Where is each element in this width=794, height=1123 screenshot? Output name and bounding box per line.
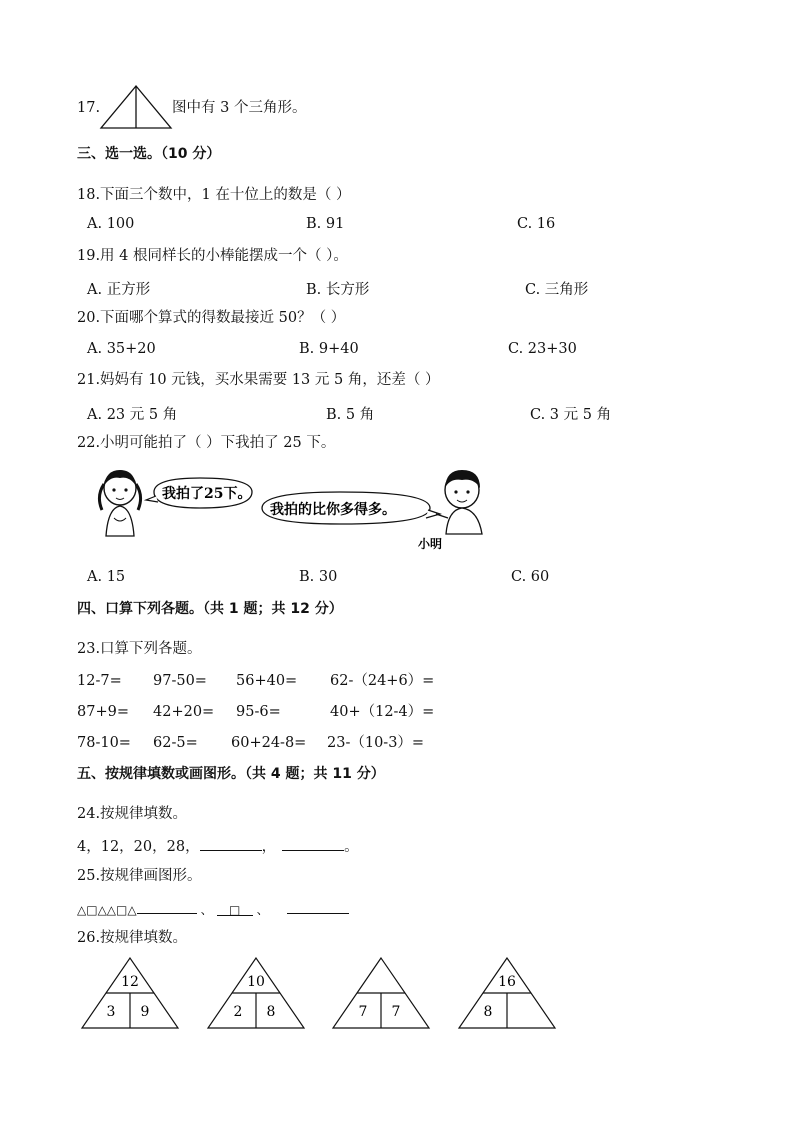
q22-stem: 22.小明可能拍了（ ）下我拍了 25 下。 [77,435,336,451]
boy-speech-bubble [262,492,440,524]
q24-separator: ， [261,839,277,855]
q24-blank-2[interactable] [282,836,344,851]
q19-option-a[interactable]: A. 正方形 [87,282,151,298]
number-triangle [333,958,429,1028]
q25-blank-3[interactable] [287,899,349,914]
girl-bubble-text: 我拍了25下。 [162,486,252,502]
triangle-right-number[interactable]: 9 [140,1004,150,1020]
triangle-left-number[interactable]: 2 [233,1004,243,1020]
q25-separator: 、 [200,903,213,917]
q23-item[interactable]: 97-50= [153,673,207,689]
triangle-right-number[interactable]: 8 [266,1004,276,1020]
q24-sequence: 4，12，20，28， [77,839,200,855]
q23-item[interactable]: 78-10= [77,735,131,751]
q25-stem: 25.按规律画图形。 [77,868,202,884]
girl-figure [99,470,140,536]
q24-stem: 24.按规律填数。 [77,806,188,822]
q23-item[interactable]: 23-（10-3）= [327,735,425,751]
q25-blank-1[interactable] [137,899,197,914]
boy-figure [436,470,482,534]
boy-bubble-text: 我拍的比你多得多。 [270,502,396,518]
q25-blank-2[interactable]: □ [217,901,253,916]
q23-item[interactable]: 87+9= [77,704,129,720]
q20-option-a[interactable]: A. 35+20 [87,341,156,357]
number-triangle [208,958,304,1028]
q17-number: 17. [77,100,101,116]
q22-option-a[interactable]: A. 15 [87,569,126,585]
triangle-left-number[interactable]: 3 [106,1004,116,1020]
q18-option-a[interactable]: A. 100 [87,216,135,232]
q26-number-triangles [78,956,558,1032]
q20-option-c[interactable]: C. 23+30 [508,341,577,357]
number-triangle [82,958,178,1028]
triangle-left-number[interactable]: 8 [483,1004,493,1020]
q18-option-c[interactable]: C. 16 [517,216,556,232]
q23-stem: 23.口算下列各题。 [77,641,202,657]
triangle-top-number[interactable]: 16 [498,974,516,990]
q21-option-a[interactable]: A. 23 元 5 角 [87,407,178,423]
triangle-top-number[interactable]: 12 [121,974,139,990]
q18-option-b[interactable]: B. 91 [306,216,345,232]
q24-blank-1[interactable] [200,836,262,851]
q19-option-c[interactable]: C. 三角形 [525,282,589,298]
girl-speech-bubble [146,478,252,508]
q24-end: 。 [344,839,359,855]
q21-option-c[interactable]: C. 3 元 5 角 [530,407,612,423]
q25-separator: 、 [256,903,269,917]
q19-stem: 19.用 4 根同样长的小棒能摆成一个（ ）。 [77,248,348,264]
triangle-figure [99,84,173,130]
q17-text: 图中有 3 个三角形。 [172,100,307,116]
q23-item[interactable]: 62-5= [153,735,198,751]
q19-option-b[interactable]: B. 长方形 [306,282,370,298]
triangle-left-number[interactable]: 7 [358,1004,368,1020]
q22-illustration [90,462,490,554]
q21-option-b[interactable]: B. 5 角 [326,407,375,423]
q23-item[interactable]: 62-（24+6）= [330,673,435,689]
q23-item[interactable]: 12-7= [77,673,122,689]
q22-option-c[interactable]: C. 60 [511,569,550,585]
q25-pattern: △□△△□△ [77,903,137,917]
q20-option-b[interactable]: B. 9+40 [299,341,359,357]
section-5-title: 五、按规律填数或画图形。（共 4 题；共 11 分） [77,766,385,782]
q23-item[interactable]: 56+40= [236,673,298,689]
triangle-top-number[interactable]: 10 [247,974,265,990]
q18-stem: 18.下面三个数中，1 在十位上的数是（ ） [77,187,351,203]
q22-option-b[interactable]: B. 30 [299,569,338,585]
q20-stem: 20.下面哪个算式的得数最接近 50？（ ） [77,310,346,326]
q21-stem: 21.妈妈有 10 元钱，买水果需要 13 元 5 角，还差（ ） [77,372,440,388]
q24-sequence-line [77,836,359,856]
boy-name-label: 小明 [418,537,443,551]
q23-item[interactable]: 40+（12-4）= [330,704,435,720]
q25-pattern-line [77,899,349,919]
q26-stem: 26.按规律填数。 [77,930,188,946]
q23-item[interactable]: 60+24-8= [231,735,307,751]
section-3-title: 三、选一选。（10 分） [77,146,221,162]
triangle-right-number[interactable]: 7 [391,1004,401,1020]
q23-item[interactable]: 95-6= [236,704,281,720]
q23-item[interactable]: 42+20= [153,704,215,720]
number-triangle [459,958,555,1028]
section-4-title: 四、口算下列各题。（共 1 题；共 12 分） [77,601,343,617]
